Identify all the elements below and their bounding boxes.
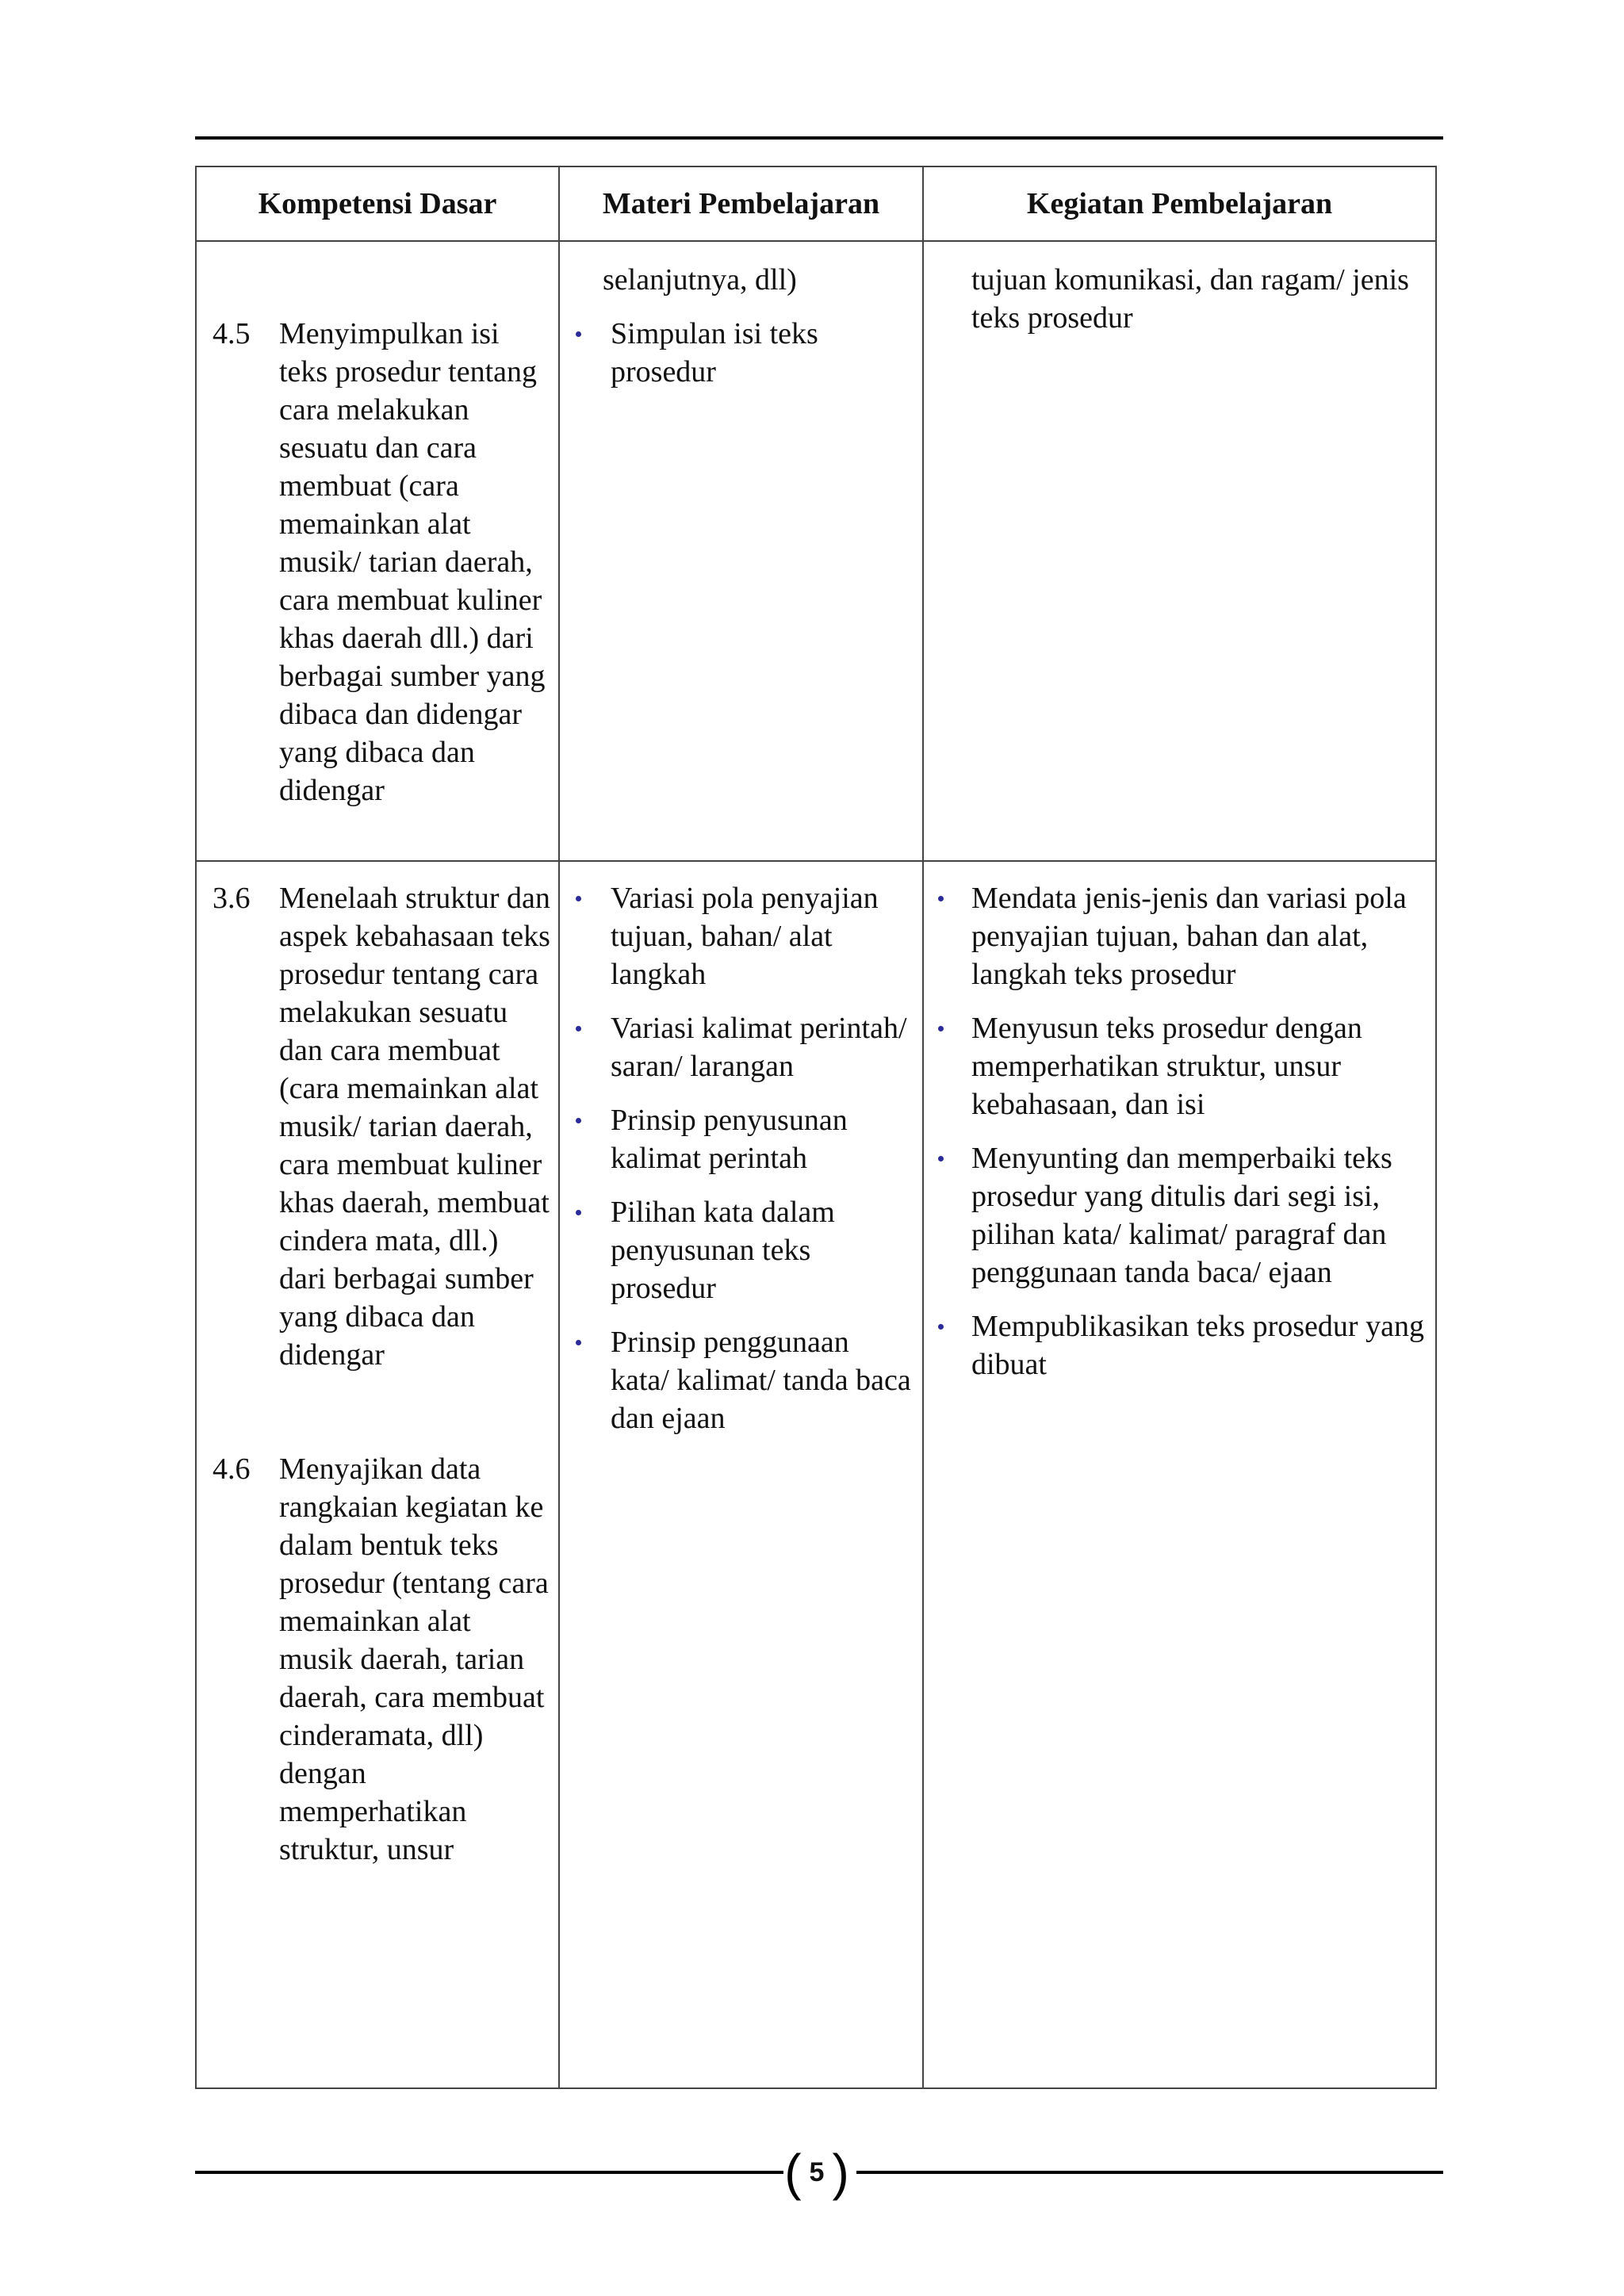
table-row (196, 861, 1436, 2088)
header-materi-pembelajaran: Materi Pembelajaran (559, 166, 923, 241)
list-item: Simpulan isi teks prosedur (560, 315, 922, 391)
header-kegiatan-pembelajaran: Kegiatan Pembelajaran (923, 166, 1436, 241)
materi-list (560, 879, 922, 1437)
bullet-icon (938, 896, 944, 901)
table-row (196, 241, 1436, 861)
list-item: Prinsip penyusunan kalimat perintah (560, 1101, 922, 1177)
table-header-row (196, 166, 1436, 241)
kd-item (197, 1450, 558, 1869)
kd-item (197, 315, 558, 809)
bullet-icon (938, 1026, 944, 1031)
list-item: Menyusun teks prosedur dengan memperhatikan struktur, unsur kebahasaan, dan isi (924, 1009, 1435, 1123)
bullet-icon (576, 1118, 581, 1123)
kd-cell (196, 241, 559, 861)
list-item: Mempublikasikan teks prosedur yang dibuat (924, 1307, 1435, 1383)
header-rule (195, 136, 1443, 140)
kd-number: 4.6 (213, 1452, 251, 1486)
kegiatan-continuation-text: tujuan komunikasi, dan ragam/ jenis teks prosedur (971, 263, 1409, 335)
footer-rule-left (195, 2171, 783, 2174)
kd-text: Menyimpulkan isi teks prosedur tentang cara melakukan sesuatu dan cara membuat (cara memainkan alat musik/ tarian daerah, cara membuat kuliner khas daerah dll.) dari berbagai sumber yang dibaca dan didengar yang dibaca dan didengar (279, 317, 546, 807)
syllabus-table (195, 166, 1437, 2089)
list-item: Prinsip penggunaan kata/ kalimat/ tanda baca dan ejaan (560, 1323, 922, 1437)
footer-rule-right (856, 2171, 1443, 2174)
bullet-icon (576, 1026, 581, 1031)
kd-text: Menelaah struktur dan aspek kebahasaan teks prosedur tentang cara melakukan sesuatu dan cara membuat (cara memainkan alat musik/ tarian daerah, cara membuat kuliner khas daerah, membuat cindera mata, dll.) dari berbagai sumber yang dibaca dan didengar (279, 882, 550, 1372)
bullet-icon (576, 896, 581, 901)
kegiatan-cell (923, 861, 1436, 2088)
list-item: Mendata jenis-jenis dan variasi pola penyajian tujuan, bahan dan alat, langkah teks prosedur (924, 879, 1435, 993)
materi-list (560, 315, 922, 391)
kd-cell (196, 861, 559, 2088)
kegiatan-cell (923, 241, 1436, 861)
materi-continuation-text: selanjutnya, dll) (603, 263, 797, 297)
bullet-icon (576, 1210, 581, 1215)
bullet-icon (938, 1324, 944, 1330)
materi-cell (559, 861, 923, 2088)
list-item: Pilihan kata dalam penyusunan teks prosedur (560, 1193, 922, 1307)
list-item: Variasi pola penyajian tujuan, bahan/ alat langkah (560, 879, 922, 993)
header-kompetensi-dasar: Kompetensi Dasar (196, 166, 559, 241)
bracket-left-icon: ( (784, 2144, 802, 2201)
list-item: Menyunting dan memperbaiki teks prosedur yang ditulis dari segi isi, pilihan kata/ kalimat/ paragraf dan penggunaan tanda baca/ ejaan (924, 1139, 1435, 1292)
kd-text: Menyajikan data rangkaian kegiatan ke dalam bentuk teks prosedur (tentang cara memainkan alat musik daerah, tarian daerah, cara membuat cinderamata, dll) dengan memperhatikan struktur, unsur (279, 1452, 549, 1866)
page-number-badge (777, 2144, 856, 2201)
list-item: Variasi kalimat perintah/ saran/ larangan (560, 1009, 922, 1085)
bullet-icon (938, 1156, 944, 1161)
bullet-icon (576, 1340, 581, 1345)
kegiatan-list (924, 879, 1435, 1383)
bracket-right-icon: ) (832, 2144, 849, 2201)
page-number: 5 (809, 2156, 825, 2187)
bullet-icon (576, 331, 581, 337)
kd-number: 3.6 (213, 882, 251, 915)
kd-number: 4.5 (213, 317, 251, 350)
kd-item (197, 879, 558, 1374)
materi-cell (559, 241, 923, 861)
